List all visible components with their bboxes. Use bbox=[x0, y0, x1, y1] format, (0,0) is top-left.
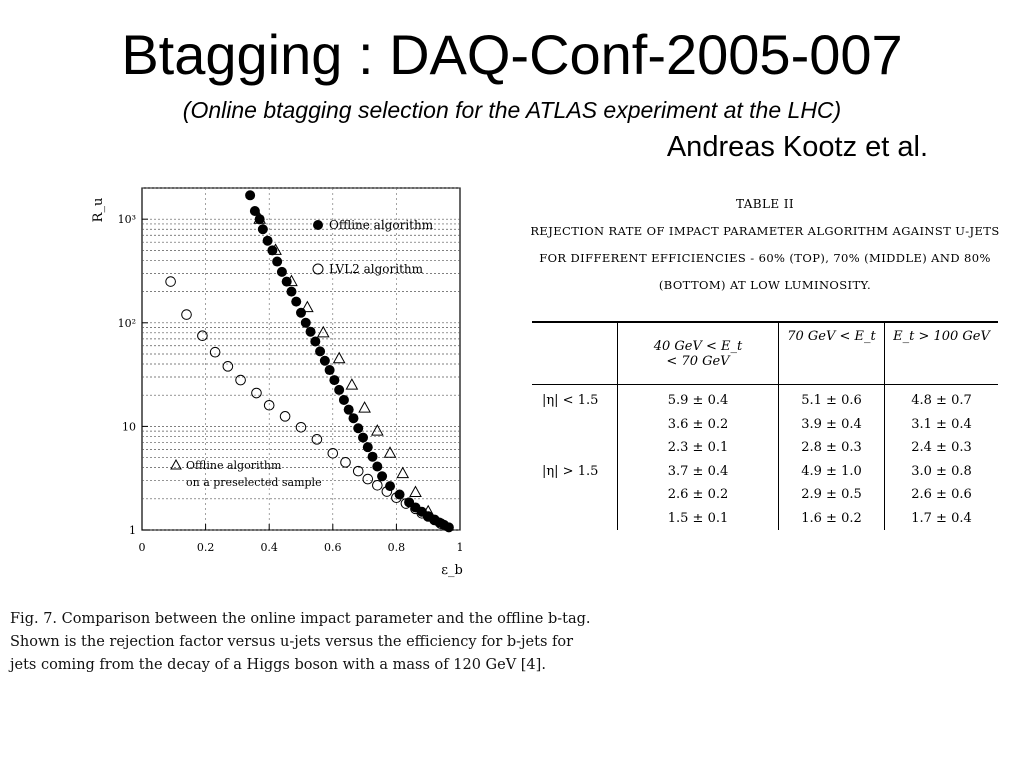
table-header-cell bbox=[885, 322, 999, 385]
data-point-offline bbox=[353, 423, 363, 433]
data-point-lvl2 bbox=[236, 375, 246, 385]
x-tick-label: 0.2 bbox=[196, 541, 215, 554]
data-point-offline bbox=[385, 481, 395, 491]
data-point-offline bbox=[272, 257, 282, 267]
x-tick-label: 0 bbox=[138, 541, 146, 554]
row-label-cell bbox=[532, 507, 618, 531]
data-point-offline bbox=[301, 318, 311, 328]
data-point-preselected bbox=[372, 425, 383, 435]
data-point-offline bbox=[372, 462, 382, 472]
legend-marker-open bbox=[313, 264, 323, 274]
caption-line: jets coming from the decay of a Higgs boson with a mass of 120 GeV [4]. bbox=[10, 657, 546, 673]
series-open-circle bbox=[166, 277, 446, 529]
data-point-offline bbox=[329, 375, 339, 385]
x-tick-label: 0.8 bbox=[387, 541, 406, 554]
table-row bbox=[532, 507, 998, 531]
table-cell: 2.6 ± 0.2 bbox=[618, 483, 779, 507]
x-tick-label: 0.6 bbox=[324, 541, 342, 554]
data-point-lvl2 bbox=[252, 388, 262, 398]
table-cell: 4.9 ± 1.0 bbox=[779, 460, 885, 484]
table-cell: 3.6 ± 0.2 bbox=[618, 413, 779, 437]
x-axis-label: ε_b bbox=[441, 563, 463, 578]
data-point-preselected bbox=[318, 327, 329, 337]
data-point-offline bbox=[334, 385, 344, 395]
table-title-line: (BOTTOM) AT LOW LUMINOSITY. bbox=[658, 278, 872, 292]
table-cell: 3.9 ± 0.4 bbox=[779, 413, 885, 437]
data-point-lvl2 bbox=[280, 412, 290, 422]
table-row bbox=[532, 483, 998, 507]
data-point-lvl2 bbox=[363, 474, 373, 484]
y-tick-label: 10³ bbox=[117, 213, 136, 227]
table-cell: 3.7 ± 0.4 bbox=[618, 460, 779, 484]
data-point-offline bbox=[325, 365, 335, 375]
table-cell: 2.4 ± 0.3 bbox=[911, 440, 972, 456]
table-cell: 5.9 ± 0.4 bbox=[618, 385, 779, 413]
table-cell: 3.1 ± 0.4 bbox=[911, 416, 972, 432]
data-point-offline bbox=[296, 308, 306, 318]
table-cell: 1.6 ± 0.2 bbox=[779, 507, 885, 531]
table-header-row bbox=[532, 322, 998, 385]
rejection-efficiency-plot bbox=[80, 168, 500, 588]
table-title-line: FOR DIFFERENT EFFICIENCIES - 60% (TOP), 70% (MIDDLE) AND 80% bbox=[539, 251, 991, 265]
table-row bbox=[532, 385, 998, 413]
table-cell: 2.6 ± 0.6 bbox=[911, 487, 972, 503]
data-point-offline bbox=[344, 405, 354, 415]
row-label-cell bbox=[532, 483, 618, 507]
data-point-offline bbox=[258, 224, 268, 234]
data-point-lvl2 bbox=[182, 310, 192, 320]
table-row bbox=[532, 460, 998, 484]
y-axis-label: R_u bbox=[91, 197, 106, 223]
x-axis-ticks bbox=[139, 524, 464, 554]
data-point-lvl2 bbox=[312, 435, 322, 445]
legend-label-preselected: Offline algorithm bbox=[186, 459, 282, 472]
slide-title: Btagging : DAQ-Conf-2005-007 bbox=[121, 23, 903, 86]
table-cell: 2.9 ± 0.5 bbox=[779, 483, 885, 507]
data-point-offline bbox=[358, 433, 368, 443]
row-label-cell bbox=[532, 436, 618, 460]
data-point-offline bbox=[286, 287, 296, 297]
table-cell: 1.5 ± 0.1 bbox=[618, 507, 779, 531]
table-header-cell bbox=[779, 322, 885, 385]
legend-label-offline: Offline algorithm bbox=[329, 218, 434, 232]
data-point-offline bbox=[339, 395, 349, 405]
data-point-lvl2 bbox=[223, 362, 233, 372]
y-tick-label: 10 bbox=[122, 420, 136, 434]
data-point-offline bbox=[263, 236, 273, 246]
data-point-offline bbox=[291, 297, 301, 307]
table-header-cell bbox=[532, 322, 618, 385]
caption-line: Shown is the rejection factor versus u-jets versus the efficiency for b-jets for bbox=[10, 634, 574, 650]
header-line: < 70 GeV bbox=[666, 353, 730, 369]
y-tick-label: 10² bbox=[117, 316, 136, 330]
data-point-preselected bbox=[359, 402, 370, 412]
table-title-line: REJECTION RATE OF IMPACT PARAMETER ALGORITHM AGAINST U-JETS bbox=[530, 224, 1000, 238]
header-line: 70 GeV < E_t bbox=[787, 329, 876, 344]
data-point-offline bbox=[306, 327, 316, 337]
data-point-offline bbox=[315, 346, 325, 356]
header-line: E_t > 100 GeV bbox=[893, 329, 990, 344]
table-header-cell bbox=[618, 322, 779, 385]
table-cell: 1.7 ± 0.4 bbox=[911, 510, 972, 526]
legend-label-lvl2: LVL2 algorithm bbox=[329, 262, 424, 276]
data-point-lvl2 bbox=[210, 347, 220, 357]
data-point-offline bbox=[277, 267, 287, 277]
data-point-lvl2 bbox=[373, 481, 383, 491]
row-label-cell bbox=[532, 413, 618, 437]
data-point-offline bbox=[368, 452, 378, 462]
table-row bbox=[532, 436, 998, 460]
data-point-preselected bbox=[410, 487, 421, 497]
x-tick-label: 1 bbox=[456, 541, 464, 554]
header-line: 40 GeV < E_t bbox=[653, 338, 743, 354]
table-body bbox=[532, 385, 998, 531]
slide-subtitle: (Online btagging selection for the ATLAS experiment at the LHC) bbox=[182, 97, 842, 123]
slide-authors: Andreas Kootz et al. bbox=[666, 131, 928, 163]
x-tick-label: 0.4 bbox=[260, 541, 278, 554]
table-cell: 5.1 ± 0.6 bbox=[779, 385, 885, 413]
table-cell: 4.8 ± 0.7 bbox=[911, 393, 972, 409]
data-point-offline bbox=[377, 471, 387, 481]
data-point-lvl2 bbox=[166, 277, 176, 287]
table-cell: 2.3 ± 0.1 bbox=[618, 436, 779, 460]
row-label-cell: |η| < 1.5 bbox=[532, 385, 618, 413]
data-point-offline bbox=[363, 442, 373, 452]
table-cell: 3.0 ± 0.8 bbox=[911, 463, 972, 479]
data-point-offline bbox=[310, 336, 320, 346]
data-point-preselected bbox=[397, 468, 408, 478]
legend-label-preselected-line2: on a preselected sample bbox=[186, 476, 322, 489]
data-point-offline bbox=[245, 190, 255, 200]
data-point-offline bbox=[320, 356, 330, 366]
table-row bbox=[532, 413, 998, 437]
table-title-line: TABLE II bbox=[735, 197, 795, 211]
data-point-offline bbox=[348, 413, 358, 423]
legend-marker-filled bbox=[313, 220, 323, 230]
table-cell: 2.8 ± 0.3 bbox=[779, 436, 885, 460]
data-point-preselected bbox=[385, 447, 396, 457]
data-point-preselected bbox=[346, 379, 357, 389]
row-label-cell: |η| > 1.5 bbox=[532, 460, 618, 484]
rejection-table bbox=[532, 321, 998, 530]
y-axis-ticks bbox=[118, 213, 148, 537]
y-tick-label: 1 bbox=[129, 524, 136, 537]
data-point-lvl2 bbox=[341, 458, 351, 468]
caption-line: Fig. 7. Comparison between the online impact parameter and the offline b-tag. bbox=[10, 611, 591, 627]
data-point-lvl2 bbox=[296, 423, 306, 433]
figure-caption bbox=[10, 608, 591, 677]
